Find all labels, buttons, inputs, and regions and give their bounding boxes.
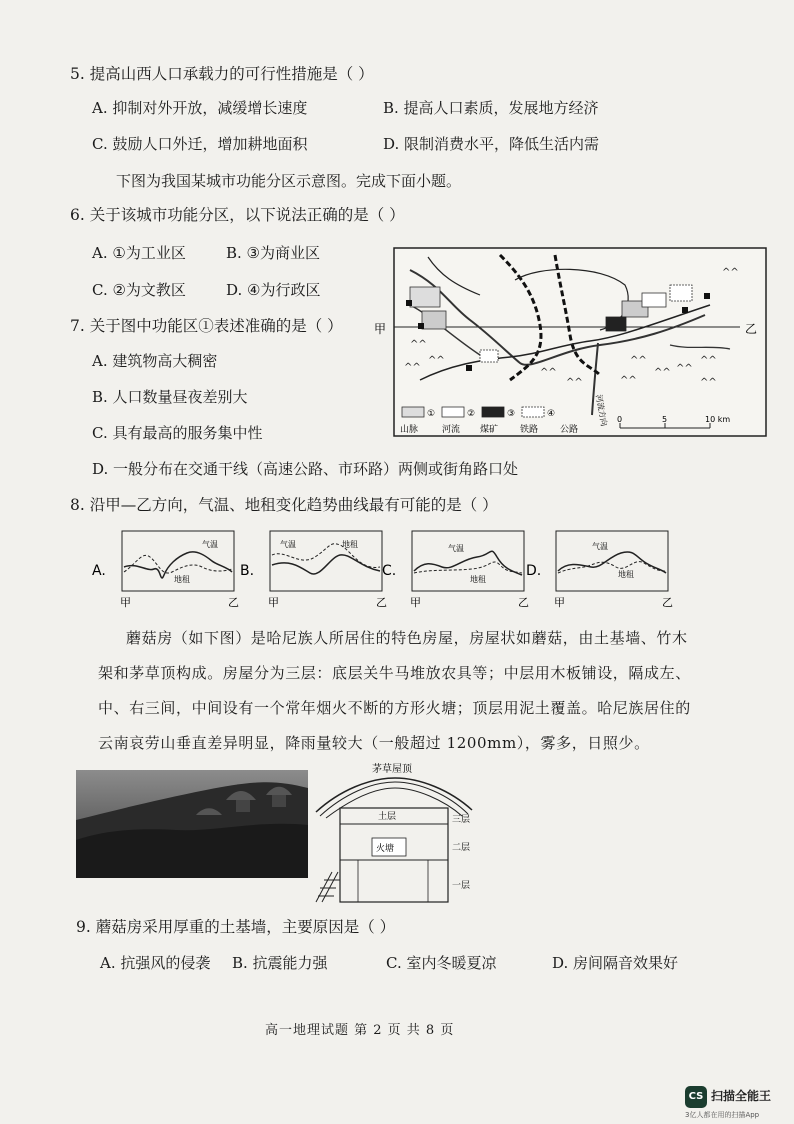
legend-road: 公路 [560,425,579,435]
page-footer: 高一地理试题 第 2 页 共 8 页 [265,1023,455,1038]
q8-c-left: 甲 [410,596,421,609]
legend-zone-4: ④ [547,409,556,419]
svg-text:^^: ^^ [620,375,637,386]
q6-option-b: B. ③为商业区 [226,244,321,262]
passage-line-4: 云南哀劳山垂直差异明显，降雨量较大（一般超过 1200mm），雾多，日照少。 [98,734,650,752]
q8-b-left: 甲 [268,596,279,609]
passage-line-3: 中、右三间，中间设有一个常年烟火不断的方形火塘；顶层用泥土覆盖。哈尼族居住的 [98,699,691,717]
river-direction-label: 河流方向 [594,393,609,427]
q8-c-right: 乙 [518,596,529,609]
q8-d-left: 甲 [554,596,565,609]
house-cross-section [310,760,490,910]
q6-option-a: A. ①为工业区 [92,244,186,262]
q8-a-label-rent: 地租 [174,575,190,584]
scanner-slogan: 3亿人都在用的扫描App [685,1111,760,1119]
q8-c-letter: C. [382,563,397,579]
fire-pit-label: 火塘 [376,844,395,854]
map-intro: 下图为我国某城市功能分区示意图。完成下面小题。 [116,172,462,190]
q7-option-b: B. 人口数量昼夜差别大 [92,388,248,406]
q5-stem: 5. 提高山西人口承载力的可行性措施是（ ） [70,65,374,83]
svg-text:^^: ^^ [676,363,693,374]
passage-line-1: 蘑菇房（如下图）是哈尼族人所居住的特色房屋，房屋状如蘑菇，由土基墙、竹木 [126,629,688,647]
legend-zone-1: ① [427,409,436,419]
soil-layer-label: 土层 [378,812,397,822]
q8-option-a-graph [92,527,242,611]
q8-a-left: 甲 [120,596,131,609]
svg-text:^^: ^^ [722,267,739,278]
map-label-yi: 乙 [745,322,758,336]
svg-text:^^: ^^ [630,355,647,366]
q8-b-label-temp: 气温 [280,540,296,549]
passage-line-2: 架和茅草顶构成。房屋分为三层：底层关牛马堆放农具等；中层用木板铺设，隔成左、 [98,664,691,682]
scale-0: 0 [617,415,623,424]
floor-2-label: 二层 [452,843,471,853]
svg-text:^^: ^^ [404,362,421,373]
legend-railway: 铁路 [520,425,539,435]
legend-zone-2: ② [467,409,476,419]
q5-option-c: C. 鼓励人口外迁，增加耕地面积 [92,135,308,153]
q8-stem: 8. 沿甲—乙方向，气温、地租变化趋势曲线最有可能的是（ ） [70,496,498,514]
q8-d-label-temp: 气温 [592,542,608,551]
svg-text:^^: ^^ [700,377,717,388]
q7-stem: 7. 关于图中功能区①表述准确的是（ ） [70,317,343,335]
svg-text:^^: ^^ [654,367,671,378]
q8-d-label-rent: 地租 [618,570,634,579]
scale-5: 5 [662,415,668,424]
legend-river: 河流 [442,425,461,435]
legend-zone-3: ③ [507,409,516,419]
q8-option-d-graph [526,527,676,611]
q9-option-b: B. 抗震能力强 [232,954,328,972]
scanner-watermark [685,1086,793,1122]
svg-text:^^: ^^ [428,355,445,366]
q7-option-a: A. 建筑物高大稠密 [92,352,218,370]
q7-option-c: C. 具有最高的服务集中性 [92,424,263,442]
floor-1-label: 一层 [452,881,471,891]
q8-c-label-temp: 气温 [448,544,464,553]
q9-option-a: A. 抗强风的侵袭 [100,954,211,972]
svg-text:^^: ^^ [410,339,427,350]
legend-mountain: 山脉 [400,425,419,435]
q9-option-c: C. 室内冬暖夏凉 [386,954,497,972]
q8-d-letter: D. [526,563,542,579]
q8-a-label-temp: 气温 [202,540,218,549]
q8-d-right: 乙 [662,596,673,609]
svg-text:^^: ^^ [566,377,583,388]
legend-coal: 煤矿 [480,425,499,435]
svg-text:^^: ^^ [700,355,717,366]
scale-10: 10 km [705,415,731,424]
q8-b-label-rent: 地租 [342,540,358,549]
q7-option-d: D. 一般分布在交通干线（高速公路、市环路）两侧或街角路口处 [92,460,519,478]
q6-option-d: D. ④为行政区 [226,281,321,299]
q9-stem: 9. 蘑菇房采用厚重的土基墙，主要原因是（ ） [76,918,396,936]
city-zone-map [370,245,770,440]
q5-option-b: B. 提高人口素质，发展地方经济 [383,99,599,117]
q5-option-d: D. 限制消费水平，降低生活内需 [383,135,600,153]
q8-b-right: 乙 [376,596,387,609]
roof-label: 茅草屋顶 [372,764,412,775]
mushroom-house-photo [76,770,308,878]
q6-stem: 6. 关于该城市功能分区，以下说法正确的是（ ） [70,206,405,224]
q8-a-letter: A. [92,563,106,579]
q8-b-letter: B. [240,563,255,579]
map-label-jia: 甲 [374,322,387,336]
q8-a-right: 乙 [228,596,239,609]
q9-option-d: D. 房间隔音效果好 [552,954,679,972]
q6-option-c: C. ②为文教区 [92,281,186,299]
q8-c-label-rent: 地租 [470,575,486,584]
q8-option-c-graph [382,527,532,611]
q8-option-b-graph [240,527,390,611]
scanner-logo-icon: CS [685,1086,707,1108]
svg-text:^^: ^^ [540,367,557,378]
scanner-brand: 扫描全能王 [711,1089,772,1103]
q5-option-a: A. 抑制对外开放，减缓增长速度 [92,99,308,117]
floor-3-label: 三层 [452,815,471,825]
